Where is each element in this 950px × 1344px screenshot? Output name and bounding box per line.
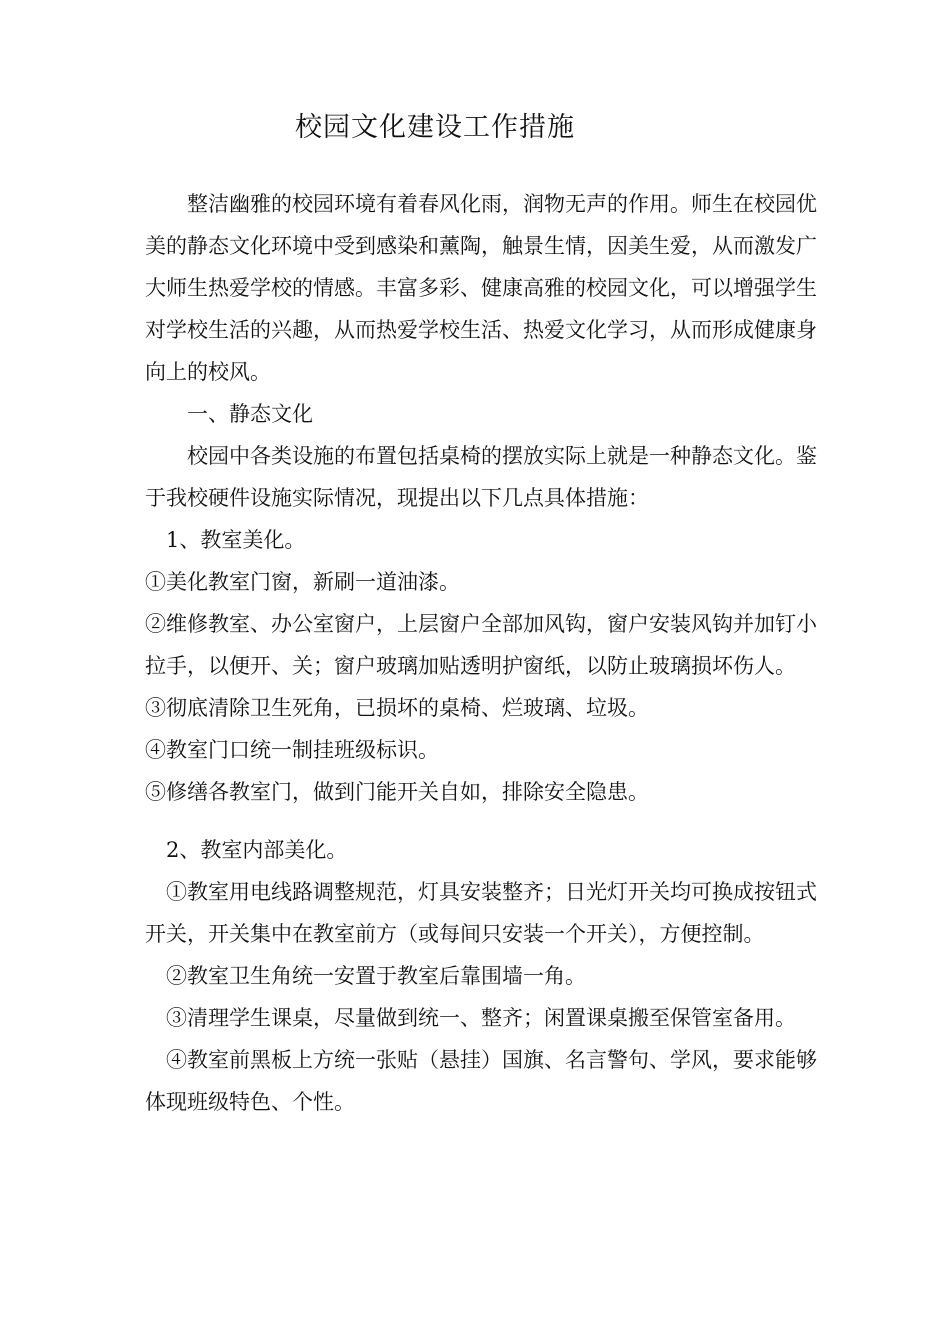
list-item: ②教室卫生角统一安置于教室后靠围墙一角。 (166, 964, 586, 988)
static-culture-paragraph: 校园中各类设施的布置包括桌椅的摆放实际上就是一种静态文化。鉴于我校硬件设施实际情况，现提出以下几点具体措施： (145, 444, 817, 510)
paragraph-gap (145, 813, 817, 829)
subheading-classroom-interior: 2、教室内部美化。 (166, 838, 348, 862)
list-item: ③彻底清除卫生死角，已损坏的桌椅、烂玻璃、垃圾。 (145, 696, 649, 720)
list-item: ①教室用电线路调整规范，灯具安装整齐；日光灯开关均可换成按钮式开关，开关集中在教室前方（或每间只安装一个开关），方便控制。 (145, 880, 817, 946)
list-item: ⑤修缮各教室门，做到门能开关自如，排除安全隐患。 (145, 780, 649, 804)
subheading-classroom-beautify: 1、教室美化。 (166, 528, 306, 552)
list-item: ②维修教室、办公室窗户，上层窗户全部加风钩，窗户安装风钩并加钉小拉手，以便开、关；窗户玻璃加贴透明护窗纸，以防止玻璃损坏伤人。 (145, 612, 817, 678)
list-item: ④教室门口统一制挂班级标识。 (145, 738, 439, 762)
list-item: ④教室前黑板上方统一张贴（悬挂）国旗、名言警句、学风，要求能够体现班级特色、个性。 (145, 1048, 817, 1114)
section-heading-static-culture: 一、静态文化 (187, 402, 313, 426)
list-item: ③清理学生课桌，尽量做到统一、整齐；闲置课桌搬至保管室备用。 (166, 1006, 796, 1030)
list-item: ①美化教室门窗，新刷一道油漆。 (145, 570, 460, 594)
document-body (145, 183, 817, 1123)
document-title: 校园文化建设工作措施 (295, 112, 575, 143)
intro-paragraph: 整洁幽雅的校园环境有着春风化雨，润物无声的作用。师生在校园优美的静态文化环境中受到感染和薰陶，触景生情，因美生爱，从而激发广大师生热爱学校的情感。丰富多彩、健康高雅的校园文化，可以增强学生对学校生活的兴趣，从而热爱学校生活、热爱文化学习，从而形成健康身向上的校风。 (145, 192, 817, 384)
